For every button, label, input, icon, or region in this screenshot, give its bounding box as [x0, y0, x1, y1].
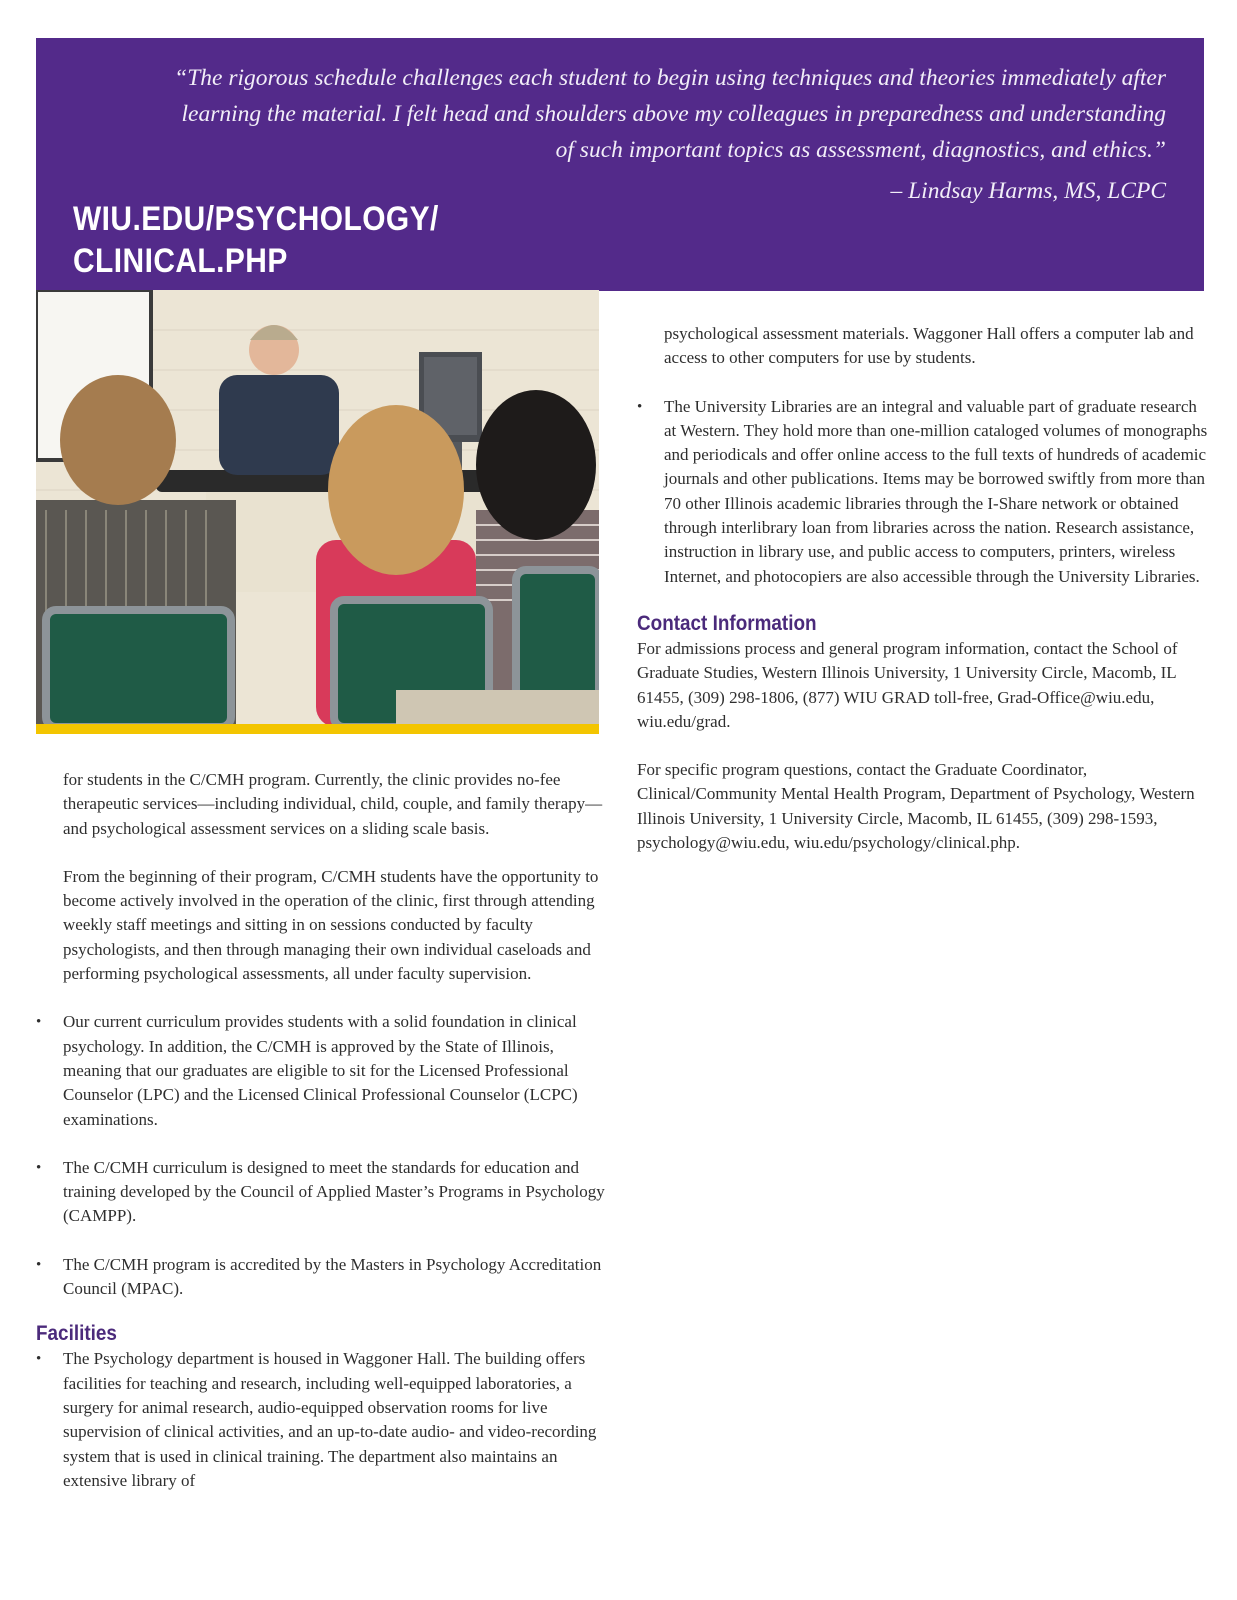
- curriculum-bullet: • Our current curriculum provides students with a solid foundation in clinical psychology. In addition, the C/CMH is approved by the State of Illinois, meaning that our graduates are eligible to sit for the Licensed Professional Counselor (LPC) and the Licensed Clinical Professional Counselor (LCPC) examinations.: [36, 1010, 606, 1131]
- clinic-services-paragraph: for students in the C/CMH program. Currently, the clinic provides no-fee therapeutic services—including individual, child, couple, and family therapy—and psychological assessment services on a sliding scale basis.: [63, 770, 603, 838]
- right-column: [637, 322, 1212, 855]
- facilities-bullet: • The Psychology department is housed in Waggoner Hall. The building offers facilities for teaching and research, including well-equipped laboratories, a surgery for animal research, audio-equipped observation rooms for live supervision of clinical activities, and an up-to-date audio- and video-recording system that is used in clinical training. The department also maintains an extensive library of: [36, 1347, 606, 1493]
- classroom-photo: [36, 290, 599, 727]
- libraries-bullet: • The University Libraries are an integral and valuable part of graduate research at Western. They hold more than one-million cataloged volumes of monographs and periodicals and offer online access to the full texts of hundreds of academic journals and other publications. Items may be borrowed swiftly from more than 70 other Illinois academic libraries through the I-Share network or obtained through interlibrary loan from libraries across the nation. Research assistance, instruction in library use, and public access to computers, printers, wireless Internet, and photocopiers are also accessible through the University Libraries.: [637, 395, 1212, 589]
- facilities-heading: Facilities: [36, 1322, 117, 1346]
- quote-attribution: – Lindsay Harms, MS, LCPC: [890, 178, 1166, 204]
- url-line: CLINICAL.PHP: [73, 242, 288, 280]
- program-contact-paragraph: For specific program questions, contact the Graduate Coordinator, Clinical/Community Mental Health Program, Department of Psychology, Western Illinois University, 1 University Circle, Macomb, IL 61455, (309) 298-1593, psychology@wiu.edu, wiu.edu/psychology/clinical.php.: [637, 760, 1195, 853]
- program-url-heading: [73, 198, 439, 282]
- contact-heading: Contact Information: [637, 611, 817, 635]
- clinic-involvement-paragraph: From the beginning of their program, C/CMH students have the opportunity to become actively involved in the operation of the clinic, first through attending weekly staff meetings and sitting in on sessions conducted by faculty psychologists, and then through managing their own individual caseloads and performing psychological assessments, all under faculty supervision.: [63, 866, 599, 984]
- mpac-bullet: • The C/CMH program is accredited by the Masters in Psychology Accreditation Council (MPAC).: [36, 1253, 606, 1302]
- quote-line: learning the material. I felt head and shoulders above my colleagues in preparedness and understanding: [181, 101, 1166, 127]
- campp-bullet: • The C/CMH curriculum is designed to meet the standards for education and training developed by the Council of Applied Master’s Programs in Psychology (CAMPP).: [36, 1156, 606, 1229]
- admissions-contact-paragraph: For admissions process and general program information, contact the School of Graduate Studies, Western Illinois University, 1 University Circle, Macomb, IL 61455, (309) 298-1806, (877) WIU GRAD toll-free, Grad-Office@wiu.edu, wiu.edu/grad.: [637, 638, 1178, 731]
- testimonial-quote: [66, 60, 1166, 168]
- testimonial-banner: [36, 38, 1204, 291]
- facilities-continuation: psychological assessment materials. Waggoner Hall offers a computer lab and access to other computers for use by students.: [664, 324, 1194, 368]
- url-line: WIU.EDU/PSYCHOLOGY/: [73, 200, 439, 238]
- quote-line: “The rigorous schedule challenges each student to begin using techniques and theories immediately after: [174, 65, 1166, 91]
- quote-line: of such important topics as assessment, diagnostics, and ethics.”: [555, 137, 1166, 163]
- left-column: [36, 768, 606, 1493]
- photo-accent-strip: [36, 724, 599, 734]
